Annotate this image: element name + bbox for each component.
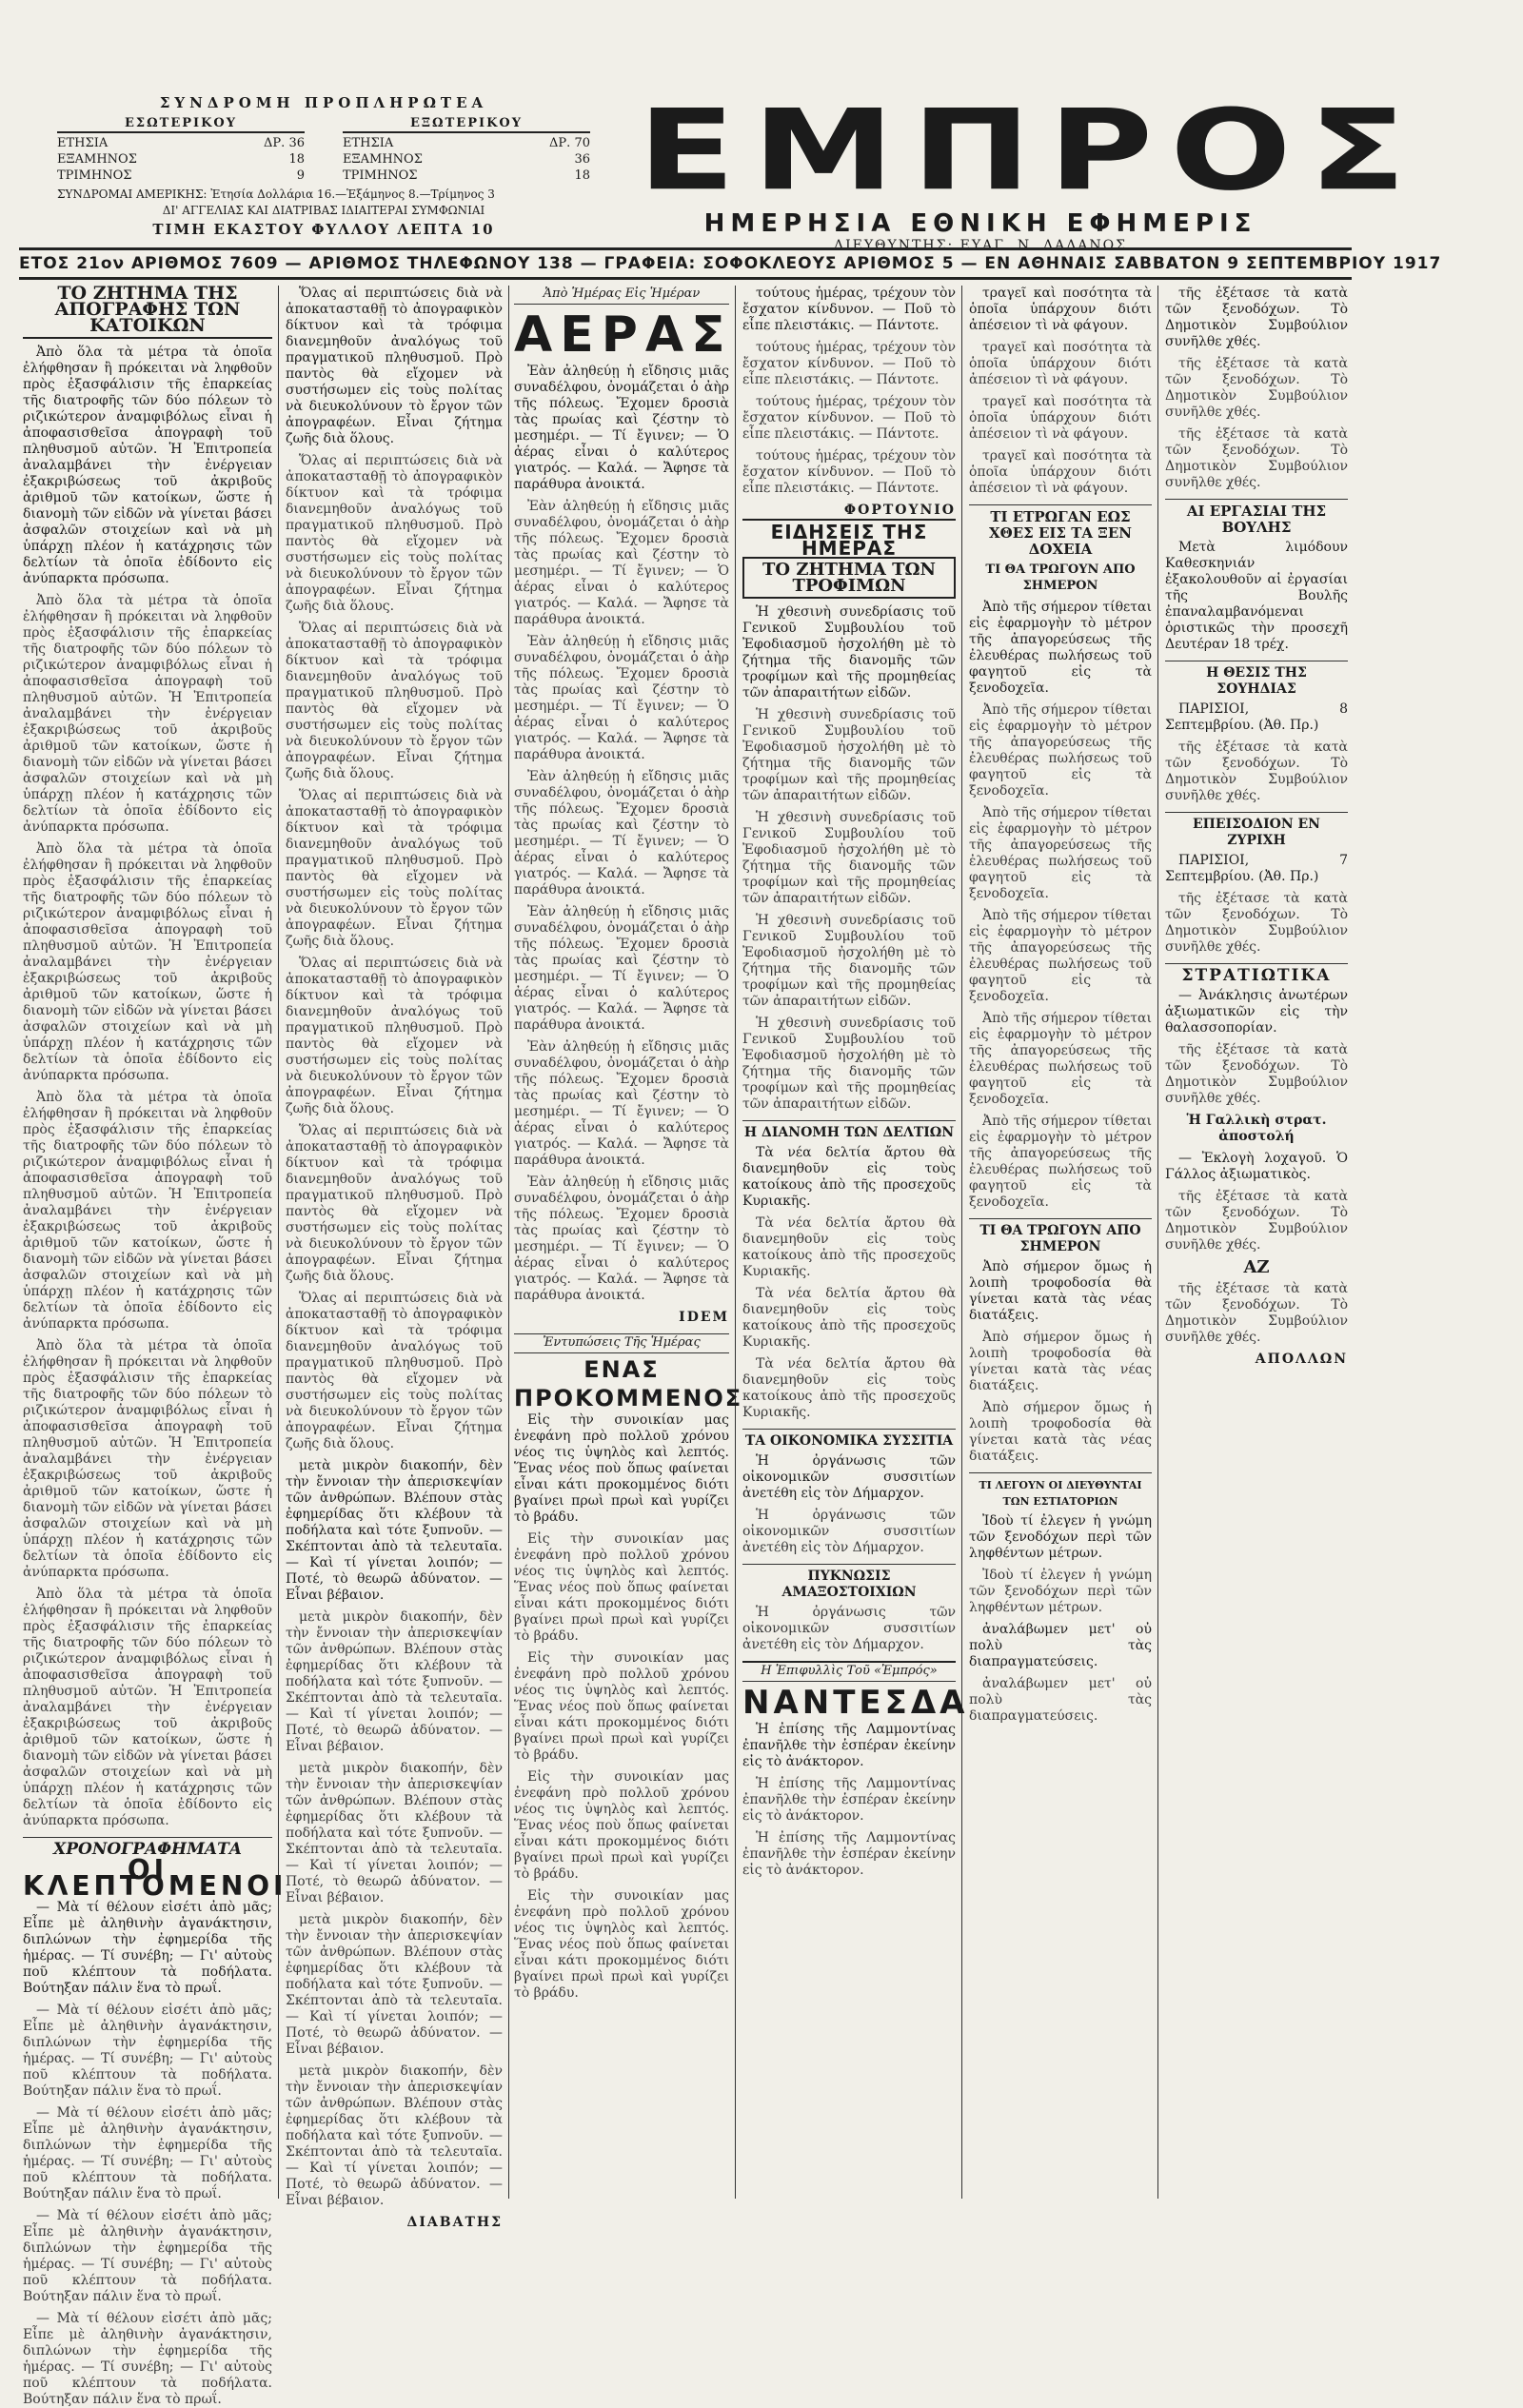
article-subhead: ΤΑ ΟΙΚΟΝΟΜΙΚΑ ΣΥΣΣΙΤΙΑ xyxy=(742,1429,956,1450)
subscription-box xyxy=(57,95,590,238)
column-3 xyxy=(514,286,743,2199)
author-signature: ΦΟΡΤΟΥΝΙΟ xyxy=(843,503,956,518)
column-kicker: Η Ἐπιφυλλὶς Τοῦ «Ἐμπρός» xyxy=(742,1661,956,1682)
article-headline: ΝΑΝΤΕΣΔΑ xyxy=(742,1684,969,1722)
article-body: ΠΑΡΙΣΙΟΙ, 7 Σεπτεμβρίου. (Ἀθ. Πρ.) xyxy=(1165,853,1348,884)
article-body: μετὰ μικρὸν διακοπήν, δὲν τὴν ἔννοιαν τὴν ἀπερισκεψίαν τῶν ἀνθρώπων. Βλέπουν στὰς ἐφημερίδας ὅτι κλέβουν τὰ ποδήλατα καὶ τότε ξυπνοῦν. — Σκέπτονται ἀπὸ τὰ τελευταῖα. — Καὶ τί γίνεται λοιπόν; — Ποτέ, τὸ θεωρῶ ἀδύνατον. — Εἶναι βέβαιον. xyxy=(286,1609,503,1754)
article-body: Τὰ νέα δελτία ἄρτου θὰ διανεμηθοῦν εἰς τοὺς κατοίκους ἀπὸ τῆς προσεχοῦς Κυριακῆς. xyxy=(742,1286,956,1350)
article-subhead: ΣΤΡΑΤΙΩΤΙΚΑ xyxy=(1165,963,1348,984)
article-body: Ἐὰν ἀληθεύῃ ἡ εἴδησις μιᾶς συναδέλφου, ὀνομάζεται ὁ ἀὴρ τῆς πόλεως. Ἔχομεν δροσιὰ τὰς πρωίας καὶ ζέστην τὸ μεσημέρι. — Τί ἔγινεν; — Ὁ ἀέρας εἶναι ὁ καλύτερος γιατρός. — Καλά. — Ἄφησε τὰ παράθυρα ἀνοικτά. xyxy=(514,1039,729,1168)
article-subhead: ΑΖ xyxy=(1243,1257,1270,1277)
column-5 xyxy=(969,286,1152,2199)
article-body: Ἡ ὀργάνωσις τῶν οἰκονομικῶν συσσιτίων ἀνετέθη εἰς τὸν Δήμαρχον. xyxy=(742,1605,956,1652)
article-body: Ἀπὸ τῆς σήμερον τίθεται εἰς ἐφαρμογὴν τὸ μέτρον τῆς ἀπαγορεύσεως τῆς ἐλευθέρας πωλήσεως τοῦ φαγητοῦ εἰς τὰ ξενοδοχεῖα. xyxy=(969,1114,1152,1210)
rate-row: ΤΡΙΜΗΝΟΣ 18 xyxy=(343,168,590,183)
article-subhead: ΤΙ ΘΑ ΤΡΩΓΟΥΝ ΑΠΟ ΣΗΜΕΡΟΝ xyxy=(985,563,1136,593)
article-body: — Μὰ τί θέλουν εἰσέτι ἀπὸ μᾶς; Εἶπε μὲ ἀληθινὴν ἀγανάκτησιν, διπλώνων τὴν ἐφημερίδα τῆς ἡμέρας. — Τί συνέβη; — Γι' αὐτοὺς ποῦ κλέπτουν τὰ ποδήλατα. Βούτηξαν πάλιν ἕνα τὸ πρωΐ. xyxy=(23,2311,272,2407)
article-body: Ὅλας αἱ περιπτώσεις διὰ νὰ ἀποκατασταθῇ τὸ ἀπογραφικὸν δίκτυον καὶ τὰ τρόφιμα διανεμηθοῦν ἀναλόγως τοῦ πραγματικοῦ πληθυσμοῦ. Πρὸ παντὸς θὰ εἴχομεν νὰ συστήσωμεν εἰς τοὺς πολίτας νὰ διευκολύνουν τὸ ἔργον τῶν ἀπογραφέων. Εἶναι ζήτημα ζωῆς διὰ ὅλους. xyxy=(286,788,503,949)
rate-row: ΤΡΙΜΗΝΟΣ 9 xyxy=(57,168,305,183)
article-body: Ἀπὸ τῆς σήμερον τίθεται εἰς ἐφαρμογὴν τὸ μέτρον τῆς ἀπαγορεύσεως τῆς ἐλευθέρας πωλήσεως τοῦ φαγητοῦ εἰς τὰ ξενοδοχεῖα. xyxy=(969,805,1152,901)
column-6 xyxy=(1165,286,1348,2199)
article-headline: ΤΟ ΖΗΤΗΜΑ ΤΗΣ ΑΠΟΓΡΑΦΗΣ ΤΩΝ ΚΑΤΟΙΚΩΝ xyxy=(23,286,272,339)
article-body: τῆς ἐξέτασε τὰ κατὰ τῶν ξενοδόχων. Τὸ Δημοτικὸν Συμβούλιον συνῆλθε χθές. xyxy=(1165,1281,1348,1345)
article-subhead: ΑΙ ΕΡΓΑΣΙΑΙ ΤΗΣ ΒΟΥΛΗΣ xyxy=(1165,499,1348,536)
article-body: Ἡ χθεσινὴ συνεδρίασις τοῦ Γενικοῦ Συμβουλίου τοῦ Ἐφοδιασμοῦ ἠσχολήθη μὲ τὸ ζήτημα τῆς διανομῆς τῶν τροφίμων καὶ τῆς προμηθείας τῶν ἀπαραιτήτων εἰδῶν. xyxy=(742,604,956,701)
article-body: Τὰ νέα δελτία ἄρτου θὰ διανεμηθοῦν εἰς τοὺς κατοίκους ἀπὸ τῆς προσεχοῦς Κυριακῆς. xyxy=(742,1215,956,1279)
article-body: Ἐὰν ἀληθεύῃ ἡ εἴδησις μιᾶς συναδέλφου, ὀνομάζεται ὁ ἀὴρ τῆς πόλεως. Ἔχομεν δροσιὰ τὰς πρωίας καὶ ζέστην τὸ μεσημέρι. — Τί ἔγινεν; — Ὁ ἀέρας εἶναι ὁ καλύτερος γιατρός. — Καλά. — Ἄφησε τὰ παράθυρα ἀνοικτά. xyxy=(514,769,729,898)
article-subhead: ΠΥΚΝΩΣΙΣ ΑΜΑΞΟΣΤΟΙΧΙΩΝ xyxy=(742,1564,956,1601)
article-body: τῆς ἐξέτασε τὰ κατὰ τῶν ξενοδόχων. Τὸ Δημοτικὸν Συμβούλιον συνῆλθε χθές. xyxy=(1165,426,1348,490)
article-body: Ἐὰν ἀληθεύῃ ἡ εἴδησις μιᾶς συναδέλφου, ὀνομάζεται ὁ ἀὴρ τῆς πόλεως. Ἔχομεν δροσιὰ τὰς πρωίας καὶ ζέστην τὸ μεσημέρι. — Τί ἔγινεν; — Ὁ ἀέρας εἶναι ὁ καλύτερος γιατρός. — Καλά. — Ἄφησε τὰ παράθυρα ἀνοικτά. xyxy=(514,364,729,492)
column-4 xyxy=(742,286,969,2199)
article-body: Ἡ ὀργάνωσις τῶν οἰκονομικῶν συσσιτίων ἀνετέθη εἰς τὸν Δήμαρχον. xyxy=(742,1453,956,1501)
article-body: Ἡ ἐπίσης τῆς Λαμμοντίνας ἐπανῆλθε τὴν ἑσπέραν ἐκείνην εἰς τὸ ἀνάκτορον. xyxy=(742,1830,956,1878)
article-body: Ἡ ἐπίσης τῆς Λαμμοντίνας ἐπανῆλθε τὴν ἑσπέραν ἐκείνην εἰς τὸ ἀνάκτορον. xyxy=(742,1722,956,1769)
article-body: μετὰ μικρὸν διακοπήν, δὲν τὴν ἔννοιαν τὴν ἀπερισκεψίαν τῶν ἀνθρώπων. Βλέπουν στὰς ἐφημερίδας ὅτι κλέβουν τὰ ποδήλατα καὶ τότε ξυπνοῦν. — Σκέπτονται ἀπὸ τὰ τελευταῖα. — Καὶ τί γίνεται λοιπόν; — Ποτέ, τὸ θεωρῶ ἀδύνατον. — Εἶναι βέβαιον. xyxy=(286,1458,503,1603)
column-kicker: Ἀπὸ Ἡμέρας Εἰς Ἡμέραν xyxy=(514,286,729,305)
author-signature: ΔΙΑΒΑΤΗΣ xyxy=(406,2215,503,2230)
article-body: τούτους ἡμέρας, τρέχουν τὸν ἔσχατον κίνδυνον. — Ποῦ τὸ εἶπε πλειστάκις. — Πάντοτε. xyxy=(742,286,956,333)
article-body: Ἀπὸ ὅλα τὰ μέτρα τὰ ὁποῖα ἐλήφθησαν ἢ πρόκειται νὰ ληφθοῦν πρὸς ἐξασφάλισιν τῆς ἐπαρκείας τῆς διατροφῆς τῶν δύο πόλεων τὸ ριζικώτερον ἀναμφιβόλως εἶναι ἡ ἀποφασισθεῖσα ἀπογραφὴ τοῦ πληθυσμοῦ αὐτῶν. Ἡ Ἐπιτροπεία ἀναλαμβάνει τὴν ἐνέργειαν ἐξακριβώσεως τοῦ ἀκριβοῦς ἀριθμοῦ τῶν κατοίκων, ὥστε ἡ διανομὴ τῶν εἰδῶν νὰ γίνεται βάσει ἀσφαλῶν στοιχείων καὶ νὰ μὴ ὑπάρχῃ πλέον ἡ κατάχρησις τῶν δελτίων τὰ ὁποῖα ἐδίδοντο εἰς ἀνύπαρκτα πρόσωπα. xyxy=(23,593,272,835)
article-body: τραγεῖ καὶ ποσότητα τὰ ὁποῖα ὑπάρχουν διότι ἀπέσειον τὶ νὰ φάγουν. xyxy=(969,340,1152,387)
article-body: Ἡ χθεσινὴ συνεδρίασις τοῦ Γενικοῦ Συμβουλίου τοῦ Ἐφοδιασμοῦ ἠσχολήθη μὲ τὸ ζήτημα τῆς διανομῆς τῶν τροφίμων καὶ τῆς προμηθείας τῶν ἀπαραιτήτων εἰδῶν. xyxy=(742,810,956,906)
article-body: Ἀπὸ ὅλα τὰ μέτρα τὰ ὁποῖα ἐλήφθησαν ἢ πρόκειται νὰ ληφθοῦν πρὸς ἐξασφάλισιν τῆς ἐπαρκείας τῆς διατροφῆς τῶν δύο πόλεων τὸ ριζικώτερον ἀναμφιβόλως εἶναι ἡ ἀποφασισθεῖσα ἀπογραφὴ τοῦ πληθυσμοῦ αὐτῶν. Ἡ Ἐπιτροπεία ἀναλαμβάνει τὴν ἐνέργειαν ἐξακριβώσεως τοῦ ἀκριβοῦς ἀριθμοῦ τῶν κατοίκων, ὥστε ἡ διανομὴ τῶν εἰδῶν νὰ γίνεται βάσει ἀσφαλῶν στοιχείων καὶ νὰ μὴ ὑπάρχῃ πλέον ἡ κατάχρησις τῶν δελτίων τὰ ὁποῖα ἐδίδοντο εἰς ἀνύπαρκτα πρόσωπα. xyxy=(23,1090,272,1332)
article-body: Ἀπὸ ὅλα τὰ μέτρα τὰ ὁποῖα ἐλήφθησαν ἢ πρόκειται νὰ ληφθοῦν πρὸς ἐξασφάλισιν τῆς ἐπαρκείας τῆς διατροφῆς τῶν δύο πόλεων τὸ ριζικώτερον ἀναμφιβόλως εἶναι ἡ ἀποφασισθεῖσα ἀπογραφὴ τοῦ πληθυσμοῦ αὐτῶν. Ἡ Ἐπιτροπεία ἀναλαμβάνει τὴν ἐνέργειαν ἐξακριβώσεως τοῦ ἀκριβοῦς ἀριθμοῦ τῶν κατοίκων, ὥστε ἡ διανομὴ τῶν εἰδῶν νὰ γίνεται βάσει ἀσφαλῶν στοιχείων καὶ νὰ μὴ ὑπάρχῃ πλέον ἡ κατάχρησις τῶν δελτίων τὰ ὁποῖα ἐδίδοντο εἰς ἀνύπαρκτα πρόσωπα. xyxy=(23,345,272,586)
article-body: Τὰ νέα δελτία ἄρτου θὰ διανεμηθοῦν εἰς τοὺς κατοίκους ἀπὸ τῆς προσεχοῦς Κυριακῆς. xyxy=(742,1356,956,1420)
article-body: Εἰς τὴν συνοικίαν μας ἐνεφάνη πρὸ πολλοῦ χρόνου νέος τις ὑψηλὸς καὶ λεπτός. Ἕνας νέος ποὺ ὅπως φαίνεται εἶναι κάτι προκομμένος διότι βγαίνει πρωὶ πρωὶ καὶ γυρίζει τὸ βράδυ. xyxy=(514,1531,729,1644)
article-headline: ΟΙ ΚΛΕΠΤΟΜΕΝΟΙ xyxy=(23,1854,287,1902)
article-body: τῆς ἐξέτασε τὰ κατὰ τῶν ξενοδόχων. Τὸ Δημοτικὸν Συμβούλιον συνῆλθε χθές. xyxy=(1165,286,1348,349)
author-signature: ΑΠΟΛΛΩΝ xyxy=(1255,1352,1348,1367)
article-body: Ἀπὸ ὅλα τὰ μέτρα τὰ ὁποῖα ἐλήφθησαν ἢ πρόκειται νὰ ληφθοῦν πρὸς ἐξασφάλισιν τῆς ἐπαρκείας τῆς διατροφῆς τῶν δύο πόλεων τὸ ριζικώτερον ἀναμφιβόλως εἶναι ἡ ἀποφασισθεῖσα ἀπογραφὴ τοῦ πληθυσμοῦ αὐτῶν. Ἡ Ἐπιτροπεία ἀναλαμβάνει τὴν ἐνέργειαν ἐξακριβώσεως τοῦ ἀκριβοῦς ἀριθμοῦ τῶν κατοίκων, ὥστε ἡ διανομὴ τῶν εἰδῶν νὰ γίνεται βάσει ἀσφαλῶν στοιχείων καὶ νὰ μὴ ὑπάρχῃ πλέον ἡ κατάχρησις τῶν δελτίων τὰ ὁποῖα ἐδίδοντο εἰς ἀνύπαρκτα πρόσωπα. xyxy=(23,841,272,1083)
article-body: Εἰς τὴν συνοικίαν μας ἐνεφάνη πρὸ πολλοῦ χρόνου νέος τις ὑψηλὸς καὶ λεπτός. Ἕνας νέος ποὺ ὅπως φαίνεται εἶναι κάτι προκομμένος διότι βγαίνει πρωὶ πρωὶ καὶ γυρίζει τὸ βράδυ. xyxy=(514,1650,729,1763)
article-headline: ΕΝΑΣ ΠΡΟΚΟΜΜΕΝΟΣ xyxy=(514,1356,743,1411)
dateline: ΕΤΟΣ 21ον ΑΡΙΘΜΟΣ 7609 — ΑΡΙΘΜΟΣ ΤΗΛΕΦΩΝΟΥ 138 — ΓΡΑΦΕΙΑ: ΣΟΦΟΚΛΕΟΥΣ ΑΡΙΘΜΟΣ 5 — ΕΝ ΑΘΗΝΑΙΣ ΣΑΒΒΑΤΟΝ 9 ΣΕΠΤΕΜΒΡΙΟΥ 1917 xyxy=(19,247,1352,280)
article-body: Ἀπὸ τῆς σήμερον τίθεται εἰς ἐφαρμογὴν τὸ μέτρον τῆς ἀπαγορεύσεως τῆς ἐλευθέρας πωλήσεως τοῦ φαγητοῦ εἰς τὰ ξενοδοχεῖα. xyxy=(969,1011,1152,1107)
rate-row: ΕΞΑΜΗΝΟΣ 36 xyxy=(343,152,590,167)
article-body: Ἀπὸ τῆς σήμερον τίθεται εἰς ἐφαρμογὴν τὸ μέτρον τῆς ἀπαγορεύσεως τῆς ἐλευθέρας πωλήσεως τοῦ φαγητοῦ εἰς τὰ ξενοδοχεῖα. xyxy=(969,908,1152,1004)
rate-row: ΕΤΗΣΙΑ ΔΡ. 36 xyxy=(57,136,305,150)
director-line: ΔΙΕΥΘΥΝΤΗΣ: ΕΥΑΓ. Ν. ΛΑΔΑΝΟΣ xyxy=(833,238,1128,253)
article-body: Ἀπὸ σήμερον ὅμως ἡ λοιπὴ τροφοδοσία θὰ γίνεται κατὰ τὰς νέας διατάξεις. xyxy=(969,1259,1152,1323)
newspaper-subtitle: ΗΜΕΡΗΣΙΑ ΕΘΝΙΚΗ ΕΦΗΜΕΡΙΣ xyxy=(703,209,1257,238)
article-body: Τὰ νέα δελτία ἄρτου θὰ διανεμηθοῦν εἰς τοὺς κατοίκους ἀπὸ τῆς προσεχοῦς Κυριακῆς. xyxy=(742,1145,956,1209)
article-body: Ἀπὸ τῆς σήμερον τίθεται εἰς ἐφαρμογὴν τὸ μέτρον τῆς ἀπαγορεύσεως τῆς ἐλευθέρας πωλήσεως τοῦ φαγητοῦ εἰς τὰ ξενοδοχεῖα. xyxy=(969,702,1152,799)
column-divider xyxy=(1157,286,1158,2199)
article-body: Ἡ χθεσινὴ συνεδρίασις τοῦ Γενικοῦ Συμβουλίου τοῦ Ἐφοδιασμοῦ ἠσχολήθη μὲ τὸ ζήτημα τῆς διανομῆς τῶν τροφίμων καὶ τῆς προμηθείας τῶν ἀπαραιτήτων εἰδῶν. xyxy=(742,913,956,1009)
article-body: Ὅλας αἱ περιπτώσεις διὰ νὰ ἀποκατασταθῇ τὸ ἀπογραφικὸν δίκτυον καὶ τὰ τρόφιμα διανεμηθοῦν ἀναλόγως τοῦ πραγματικοῦ πληθυσμοῦ. Πρὸ παντὸς θὰ εἴχομεν νὰ συστήσωμεν εἰς τοὺς πολίτας νὰ διευκολύνουν τὸ ἔργον τῶν ἀπογραφέων. Εἶναι ζήτημα ζωῆς διὰ ὅλους. xyxy=(286,286,503,446)
article-body: Ἀπὸ σήμερον ὅμως ἡ λοιπὴ τροφοδοσία θὰ γίνεται κατὰ τὰς νέας διατάξεις. xyxy=(969,1330,1152,1393)
article-subhead: Ἡ Γαλλικὴ στρατ. ἀποστολή xyxy=(1186,1113,1327,1144)
article-body: τούτους ἡμέρας, τρέχουν τὸν ἔσχατον κίνδυνον. — Ποῦ τὸ εἶπε πλειστάκις. — Πάντοτε. xyxy=(742,340,956,387)
column-divider xyxy=(735,286,736,2199)
article-body: Ἡ χθεσινὴ συνεδρίασις τοῦ Γενικοῦ Συμβουλίου τοῦ Ἐφοδιασμοῦ ἠσχολήθη μὲ τὸ ζήτημα τῆς διανομῆς τῶν τροφίμων καὶ τῆς προμηθείας τῶν ἀπαραιτήτων εἰδῶν. xyxy=(742,1016,956,1112)
article-body: — Μὰ τί θέλουν εἰσέτι ἀπὸ μᾶς; Εἶπε μὲ ἀληθινὴν ἀγανάκτησιν, διπλώνων τὴν ἐφημερίδα τῆς ἡμέρας. — Τί συνέβη; — Γι' αὐτοὺς ποῦ κλέπτουν τὰ ποδήλατα. Βούτηξαν πάλιν ἕνα τὸ πρωΐ. xyxy=(23,2208,272,2304)
article-body: τῆς ἐξέτασε τὰ κατὰ τῶν ξενοδόχων. Τὸ Δημοτικὸν Συμβούλιον συνῆλθε χθές. xyxy=(1165,1189,1348,1253)
article-body: Ἀπὸ ὅλα τὰ μέτρα τὰ ὁποῖα ἐλήφθησαν ἢ πρόκειται νὰ ληφθοῦν πρὸς ἐξασφάλισιν τῆς ἐπαρκείας τῆς διατροφῆς τῶν δύο πόλεων τὸ ριζικώτερον ἀναμφιβόλως εἶναι ἡ ἀποφασισθεῖσα ἀπογραφὴ τοῦ πληθυσμοῦ αὐτῶν. Ἡ Ἐπιτροπεία ἀναλαμβάνει τὴν ἐνέργειαν ἐξακριβώσεως τοῦ ἀκριβοῦς ἀριθμοῦ τῶν κατοίκων, ὥστε ἡ διανομὴ τῶν εἰδῶν νὰ γίνεται βάσει ἀσφαλῶν στοιχείων καὶ νὰ μὴ ὑπάρχῃ πλέον ἡ κατάχρησις τῶν δελτίων τὰ ὁποῖα ἐδίδοντο εἰς ἀνύπαρκτα πρόσωπα. xyxy=(23,1338,272,1580)
article-body: Ἡ ἐπίσης τῆς Λαμμοντίνας ἐπανῆλθε τὴν ἑσπέραν ἐκείνην εἰς τὸ ἀνάκτορον. xyxy=(742,1776,956,1824)
article-subhead: ΤΙ ΘΑ ΤΡΩΓΟΥΝ ΑΠΟ ΣΗΜΕΡΟΝ xyxy=(969,1218,1152,1255)
article-body: τραγεῖ καὶ ποσότητα τὰ ὁποῖα ὑπάρχουν διότι ἀπέσειον τὶ νὰ φάγουν. xyxy=(969,448,1152,496)
column-kicker: Ἐντυπώσεις Τῆς Ἡμέρας xyxy=(514,1333,729,1353)
price-line: ΤΙΜΗ ΕΚΑΣΤΟΥ ΦΥΛΛΟΥ ΛΕΠΤΑ 10 xyxy=(152,221,495,238)
article-body: — Ἐκλογὴ λοχαγοῦ. Ὁ Γάλλος ἀξιωματικὸς. xyxy=(1165,1151,1348,1182)
article-body: Εἰς τὴν συνοικίαν μας ἐνεφάνη πρὸ πολλοῦ χρόνου νέος τις ὑψηλὸς καὶ λεπτός. Ἕνας νέος ποὺ ὅπως φαίνεται εἶναι κάτι προκομμένος διότι βγαίνει πρωὶ πρωὶ καὶ γυρίζει τὸ βράδυ. xyxy=(514,1769,729,1882)
article-body: τῆς ἐξέτασε τὰ κατὰ τῶν ξενοδόχων. Τὸ Δημοτικὸν Συμβούλιον συνῆλθε χθές. xyxy=(1165,1042,1348,1106)
article-body: ἀναλάβωμεν μετ' οὐ πολὺ τὰς διαπραγματεύσεις. xyxy=(969,1622,1152,1669)
article-body: Εἰς τὴν συνοικίαν μας ἐνεφάνη πρὸ πολλοῦ χρόνου νέος τις ὑψηλὸς καὶ λεπτός. Ἕνας νέος ποὺ ὅπως φαίνεται εἶναι κάτι προκομμένος διότι βγαίνει πρωὶ πρωὶ καὶ γυρίζει τὸ βράδυ. xyxy=(514,1888,729,2001)
article-body: τραγεῖ καὶ ποσότητα τὰ ὁποῖα ὑπάρχουν διότι ἀπέσειον τὶ νὰ φάγουν. xyxy=(969,286,1152,333)
article-body: μετὰ μικρὸν διακοπήν, δὲν τὴν ἔννοιαν τὴν ἀπερισκεψίαν τῶν ἀνθρώπων. Βλέπουν στὰς ἐφημερίδας ὅτι κλέβουν τὰ ποδήλατα καὶ τότε ξυπνοῦν. — Σκέπτονται ἀπὸ τὰ τελευταῖα. — Καὶ τί γίνεται λοιπόν; — Ποτέ, τὸ θεωρῶ ἀδύνατον. — Εἶναι βέβαιον. xyxy=(286,1761,503,1905)
article-body: — Μὰ τί θέλουν εἰσέτι ἀπὸ μᾶς; Εἶπε μὲ ἀληθινὴν ἀγανάκτησιν, διπλώνων τὴν ἐφημερίδα τῆς ἡμέρας. — Τί συνέβη; — Γι' αὐτοὺς ποῦ κλέπτουν τὰ ποδήλατα. Βούτηξαν πάλιν ἕνα τὸ πρωΐ. xyxy=(23,2105,272,2201)
article-body: τούτους ἡμέρας, τρέχουν τὸν ἔσχατον κίνδυνον. — Ποῦ τὸ εἶπε πλειστάκις. — Πάντοτε. xyxy=(742,448,956,496)
article-body: Ἰδοὺ τί ἐλεγεν ἡ γνώμη τῶν ξενοδόχων περὶ τῶν ληφθέντων μέτρων. xyxy=(969,1568,1152,1615)
domestic-label: ΕΣΩΤΕΡΙΚΟΥ xyxy=(57,115,305,133)
article-subhead: ΕΠΕΙΣΟΔΙΟΝ ΕΝ ΖΥΡΙΧΗ xyxy=(1165,812,1348,849)
rate-row: ΕΤΗΣΙΑ ΔΡ. 70 xyxy=(343,136,590,150)
newspaper-page xyxy=(19,86,1442,2407)
foreign-rates xyxy=(343,115,590,184)
author-signature: IDEM xyxy=(679,1310,729,1325)
domestic-rates xyxy=(57,115,305,184)
article-body: Ὅλας αἱ περιπτώσεις διὰ νὰ ἀποκατασταθῇ τὸ ἀπογραφικὸν δίκτυον καὶ τὰ τρόφιμα διανεμηθοῦν ἀναλόγως τοῦ πραγματικοῦ πληθυσμοῦ. Πρὸ παντὸς θὰ εἴχομεν νὰ συστήσωμεν εἰς τοὺς πολίτας νὰ διευκολύνουν τὸ ἔργον τῶν ἀπογραφέων. Εἶναι ζήτημα ζωῆς διὰ ὅλους. xyxy=(286,1123,503,1284)
article-body: ΠΑΡΙΣΙΟΙ, 8 Σεπτεμβρίου. (Ἀθ. Πρ.) xyxy=(1165,701,1348,733)
column-2 xyxy=(286,286,503,2230)
article-body: Ἀπὸ σήμερον ὅμως ἡ λοιπὴ τροφοδοσία θὰ γίνεται κατὰ τὰς νέας διατάξεις. xyxy=(969,1400,1152,1464)
article-body: Ὅλας αἱ περιπτώσεις διὰ νὰ ἀποκατασταθῇ τὸ ἀπογραφικὸν δίκτυον καὶ τὰ τρόφιμα διανεμηθοῦν ἀναλόγως τοῦ πραγματικοῦ πληθυσμοῦ. Πρὸ παντὸς θὰ εἴχομεν νὰ συστήσωμεν εἰς τοὺς πολίτας νὰ διευκολύνουν τὸ ἔργον τῶν ἀπογραφέων. Εἶναι ζήτημα ζωῆς διὰ ὅλους. xyxy=(286,956,503,1116)
article-subhead: ΤΙ ΕΤΡΩΓΑΝ ΕΩΣ ΧΘΕΣ ΕΙΣ ΤΑ ΞΕΝ ΔΟΧΕΙΑ xyxy=(969,504,1152,558)
article-body: ἀναλάβωμεν μετ' οὐ πολὺ τὰς διαπραγματεύσεις. xyxy=(969,1676,1152,1724)
article-body: Ὅλας αἱ περιπτώσεις διὰ νὰ ἀποκατασταθῇ τὸ ἀπογραφικὸν δίκτυον καὶ τὰ τρόφιμα διανεμηθοῦν ἀναλόγως τοῦ πραγματικοῦ πληθυσμοῦ. Πρὸ παντὸς θὰ εἴχομεν νὰ συστήσωμεν εἰς τοὺς πολίτας νὰ διευκολύνουν τὸ ἔργον τῶν ἀπογραφέων. Εἶναι ζήτημα ζωῆς διὰ ὅλους. xyxy=(286,453,503,614)
article-body: — Ἀνάκλησις ἀνωτέρων ἀξιωματικῶν εἰς τὴν θαλασσοπορίαν. xyxy=(1165,988,1348,1036)
rate-row: ΕΞΑΜΗΝΟΣ 18 xyxy=(57,152,305,167)
column-divider xyxy=(508,286,509,2199)
article-body: Ἀπὸ ὅλα τὰ μέτρα τὰ ὁποῖα ἐλήφθησαν ἢ πρόκειται νὰ ληφθοῦν πρὸς ἐξασφάλισιν τῆς ἐπαρκείας τῆς διατροφῆς τῶν δύο πόλεων τὸ ριζικώτερον ἀναμφιβόλως εἶναι ἡ ἀποφασισθεῖσα ἀπογραφὴ τοῦ πληθυσμοῦ αὐτῶν. Ἡ Ἐπιτροπεία ἀναλαμβάνει τὴν ἐνέργειαν ἐξακριβώσεως τοῦ ἀκριβοῦς ἀριθμοῦ τῶν κατοίκων, ὥστε ἡ διανομὴ τῶν εἰδῶν νὰ γίνεται βάσει ἀσφαλῶν στοιχείων καὶ νὰ μὴ ὑπάρχῃ πλέον ἡ κατάχρησις τῶν δελτίων τὰ ὁποῖα ἐδίδοντο εἰς ἀνύπαρκτα πρόσωπα. xyxy=(23,1587,272,1828)
newspaper-title: ΕΜΠΡΟΣ xyxy=(638,86,1424,216)
article-body: Ἐὰν ἀληθεύῃ ἡ εἴδησις μιᾶς συναδέλφου, ὀνομάζεται ὁ ἀὴρ τῆς πόλεως. Ἔχομεν δροσιὰ τὰς πρωίας καὶ ζέστην τὸ μεσημέρι. — Τί ἔγινεν; — Ὁ ἀέρας εἶναι ὁ καλύτερος γιατρός. — Καλά. — Ἄφησε τὰ παράθυρα ἀνοικτά. xyxy=(514,634,729,762)
article-body: μετὰ μικρὸν διακοπήν, δὲν τὴν ἔννοιαν τὴν ἀπερισκεψίαν τῶν ἀνθρώπων. Βλέπουν στὰς ἐφημερίδας ὅτι κλέβουν τὰ ποδήλατα καὶ τότε ξυπνοῦν. — Σκέπτονται ἀπὸ τὰ τελευταῖα. — Καὶ τί γίνεται λοιπόν; — Ποτέ, τὸ θεωρῶ ἀδύνατον. — Εἶναι βέβαιον. xyxy=(286,2063,503,2208)
article-subhead: Η ΔΙΑΝΟΜΗ ΤΩΝ ΔΕΛΤΙΩΝ xyxy=(742,1120,956,1141)
article-subhead: ΤΙ ΛΕΓΟΥΝ ΟΙ ΔΙΕΥΘΥΝΤΑΙ ΤΩΝ ΕΣΤΙΑΤΟΡΙΩΝ xyxy=(969,1472,1152,1510)
article-body: τῆς ἐξέτασε τὰ κατὰ τῶν ξενοδόχων. Τὸ Δημοτικὸν Συμβούλιον συνῆλθε χθές. xyxy=(1165,891,1348,955)
article-body: — Μὰ τί θέλουν εἰσέτι ἀπὸ μᾶς; Εἶπε μὲ ἀληθινὴν ἀγανάκτησιν, διπλώνων τὴν ἐφημερίδα τῆς ἡμέρας. — Τί συνέβη; — Γι' αὐτοὺς ποῦ κλέπτουν τὰ ποδήλατα. Βούτηξαν πάλιν ἕνα τὸ πρωΐ. xyxy=(23,2003,272,2099)
article-body: — Μὰ τί θέλουν εἰσέτι ἀπὸ μᾶς; Εἶπε μὲ ἀληθινὴν ἀγανάκτησιν, διπλώνων τὴν ἐφημερίδα τῆς ἡμέρας. — Τί συνέβη; — Γι' αὐτοὺς ποῦ κλέπτουν τὰ ποδήλατα. Βούτηξαν πάλιν ἕνα τὸ πρωΐ. xyxy=(23,1900,272,1996)
article-headline: ΑΕΡΑΣ xyxy=(514,306,733,364)
ads-note: ΔΙ' ΑΓΓΕΛΙΑΣ ΚΑΙ ΔΙΑΤΡΙΒΑΣ ΙΔΙΑΙΤΕΡΑΙ ΣΥΜΦΩΝΙΑΙ xyxy=(162,204,485,217)
column-divider xyxy=(278,286,279,2199)
america-note: ΣΥΝΔΡΟΜΑΙ ΑΜΕΡΙΚΗΣ: Ἐτησία Δολλάρια 16.—Ἑξάμηνος 8.—Τρίμηνος 3 xyxy=(57,188,495,201)
subscription-title: ΣΥΝΔΡΟΜΗ ΠΡΟΠΛΗΡΩΤΕΑ xyxy=(159,94,488,111)
article-subhead: Η ΘΕΣΙΣ ΤΗΣ ΣΟΥΗΔΙΑΣ xyxy=(1165,661,1348,698)
article-body: Μετὰ λιμόδουν Καθεσκηνιάν ἐξακολουθοῦν αἱ ἐργασίαι τῆς Βουλῆς ἐπαναλαμβανόμεναι ὁριστικῶς τὴν προσεχῆ Δευτέραν 18 τρέχ. xyxy=(1165,540,1348,652)
article-body: Ὅλας αἱ περιπτώσεις διὰ νὰ ἀποκατασταθῇ τὸ ἀπογραφικὸν δίκτυον καὶ τὰ τρόφιμα διανεμηθοῦν ἀναλόγως τοῦ πραγματικοῦ πληθυσμοῦ. Πρὸ παντὸς θὰ εἴχομεν νὰ συστήσωμεν εἰς τοὺς πολίτας νὰ διευκολύνουν τὸ ἔργον τῶν ἀπογραφέων. Εἶναι ζήτημα ζωῆς διὰ ὅλους. xyxy=(286,621,503,781)
article-body: τραγεῖ καὶ ποσότητα τὰ ὁποῖα ὑπάρχουν διότι ἀπέσειον τὶ νὰ φάγουν. xyxy=(969,394,1152,442)
article-body: Ἡ χθεσινὴ συνεδρίασις τοῦ Γενικοῦ Συμβουλίου τοῦ Ἐφοδιασμοῦ ἠσχολήθη μὲ τὸ ζήτημα τῆς διανομῆς τῶν τροφίμων καὶ τῆς προμηθείας τῶν ἀπαραιτήτων εἰδῶν. xyxy=(742,707,956,803)
column-1 xyxy=(23,283,287,2407)
section-title: ΕΙΔΗΣΕΙΣ ΤΗΣ ΗΜΕΡΑΣ xyxy=(742,519,956,557)
article-body: μετὰ μικρὸν διακοπήν, δὲν τὴν ἔννοιαν τὴν ἀπερισκεψίαν τῶν ἀνθρώπων. Βλέπουν στὰς ἐφημερίδας ὅτι κλέβουν τὰ ποδήλατα καὶ τότε ξυπνοῦν. — Σκέπτονται ἀπὸ τὰ τελευταῖα. — Καὶ τί γίνεται λοιπόν; — Ποτέ, τὸ θεωρῶ ἀδύνατον. — Εἶναι βέβαιον. xyxy=(286,1912,503,2057)
article-body: Ἀπὸ τῆς σήμερον τίθεται εἰς ἐφαρμογὴν τὸ μέτρον τῆς ἀπαγορεύσεως τῆς ἐλευθέρας πωλήσεως τοῦ φαγητοῦ εἰς τὰ ξενοδοχεῖα. xyxy=(969,600,1152,696)
masthead-title-block xyxy=(638,86,1424,253)
article-body: Ἐὰν ἀληθεύῃ ἡ εἴδησις μιᾶς συναδέλφου, ὀνομάζεται ὁ ἀὴρ τῆς πόλεως. Ἔχομεν δροσιὰ τὰς πρωίας καὶ ζέστην τὸ μεσημέρι. — Τί ἔγινεν; — Ὁ ἀέρας εἶναι ὁ καλύτερος γιατρός. — Καλά. — Ἄφησε τὰ παράθυρα ἀνοικτά. xyxy=(514,1174,729,1303)
section-title: ΧΡΟΝΟΓΡΑΦΗΜΑΤΑ xyxy=(23,1837,272,1858)
column-divider xyxy=(961,286,962,2199)
article-headline: ΤΟ ΖΗΤΗΜΑ ΤΩΝ ΤΡΟΦΙΜΩΝ xyxy=(742,557,956,599)
article-body: Εἰς τὴν συνοικίαν μας ἐνεφάνη πρὸ πολλοῦ χρόνου νέος τις ὑψηλὸς καὶ λεπτός. Ἕνας νέος ποὺ ὅπως φαίνεται εἶναι κάτι προκομμένος διότι βγαίνει πρωὶ πρωὶ καὶ γυρίζει τὸ βράδυ. xyxy=(514,1412,729,1525)
article-body: Ἐὰν ἀληθεύῃ ἡ εἴδησις μιᾶς συναδέλφου, ὀνομάζεται ὁ ἀὴρ τῆς πόλεως. Ἔχομεν δροσιὰ τὰς πρωίας καὶ ζέστην τὸ μεσημέρι. — Τί ἔγινεν; — Ὁ ἀέρας εἶναι ὁ καλύτερος γιατρός. — Καλά. — Ἄφησε τὰ παράθυρα ἀνοικτά. xyxy=(514,499,729,627)
article-body: Ἡ ὀργάνωσις τῶν οἰκονομικῶν συσσιτίων ἀνετέθη εἰς τὸν Δήμαρχον. xyxy=(742,1508,956,1555)
article-body: τῆς ἐξέτασε τὰ κατὰ τῶν ξενοδόχων. Τὸ Δημοτικὸν Συμβούλιον συνῆλθε χθές. xyxy=(1165,740,1348,803)
article-body: Ἰδοὺ τί ἐλεγεν ἡ γνώμη τῶν ξενοδόχων περὶ τῶν ληφθέντων μέτρων. xyxy=(969,1513,1152,1561)
article-body: τούτους ἡμέρας, τρέχουν τὸν ἔσχατον κίνδυνον. — Ποῦ τὸ εἶπε πλειστάκις. — Πάντοτε. xyxy=(742,394,956,442)
article-body: Ὅλας αἱ περιπτώσεις διὰ νὰ ἀποκατασταθῇ τὸ ἀπογραφικὸν δίκτυον καὶ τὰ τρόφιμα διανεμηθοῦν ἀναλόγως τοῦ πραγματικοῦ πληθυσμοῦ. Πρὸ παντὸς θὰ εἴχομεν νὰ συστήσωμεν εἰς τοὺς πολίτας νὰ διευκολύνουν τὸ ἔργον τῶν ἀπογραφέων. Εἶναι ζήτημα ζωῆς διὰ ὅλους. xyxy=(286,1291,503,1451)
article-body: Ἐὰν ἀληθεύῃ ἡ εἴδησις μιᾶς συναδέλφου, ὀνομάζεται ὁ ἀὴρ τῆς πόλεως. Ἔχομεν δροσιὰ τὰς πρωίας καὶ ζέστην τὸ μεσημέρι. — Τί ἔγινεν; — Ὁ ἀέρας εἶναι ὁ καλύτερος γιατρός. — Καλά. — Ἄφησε τὰ παράθυρα ἀνοικτά. xyxy=(514,904,729,1033)
foreign-label: ΕΞΩΤΕΡΙΚΟΥ xyxy=(343,115,590,133)
article-body: τῆς ἐξέτασε τὰ κατὰ τῶν ξενοδόχων. Τὸ Δημοτικὸν Συμβούλιον συνῆλθε χθές. xyxy=(1165,356,1348,420)
